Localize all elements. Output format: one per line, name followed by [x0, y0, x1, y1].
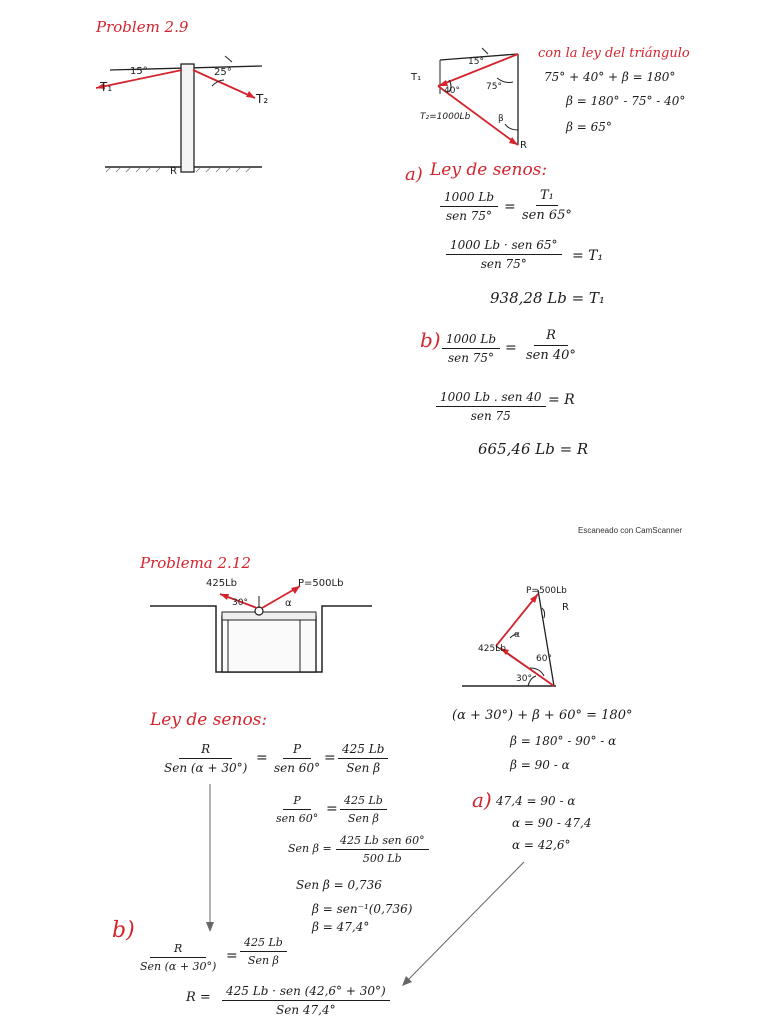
tri-t2: T₂=1000Lb [420, 112, 471, 122]
fig2-alpha: α [285, 598, 292, 609]
part-a-label: a) [405, 164, 423, 185]
b-frac-1: 1000 Lb sen 75° [442, 332, 500, 365]
part-b-label-2: b) [112, 918, 135, 943]
fig2-p: P=500Lb [298, 578, 344, 589]
s-lhs: Sen β = [288, 842, 332, 855]
r-eq-1: (α + 30°) + β + 60° = 180° [452, 708, 633, 723]
s-val: Sen β = 0,736 [296, 878, 382, 892]
s-beta-2: β = 47,4° [312, 920, 370, 934]
label-r: R [170, 166, 177, 177]
tri2-p: P=500Lb [526, 586, 567, 596]
a-frac-2: T₁ sen 65° [522, 188, 572, 223]
a-frac-3: 1000 Lb · sen 65° sen 75° [446, 238, 562, 271]
law-eq-3: β = 65° [566, 120, 612, 134]
b-frac-2: R sen 40° [526, 328, 576, 363]
tri2-alpha: α [514, 630, 520, 640]
tri2-30deg: 30° [516, 674, 532, 684]
l-eq-2: = [324, 750, 336, 766]
b-eq-r: = R [548, 392, 575, 408]
part-b-label: b) [420, 328, 441, 352]
law-eq-1: 75° + 40° + β = 180° [544, 70, 676, 84]
label-15deg: 15° [130, 66, 148, 77]
law-title: con la ley del triángulo [538, 46, 690, 61]
a-frac-1: 1000 Lb sen 75° [440, 190, 498, 223]
tri-t1: T₁ [411, 72, 422, 83]
b2-eq: = [226, 948, 238, 964]
tri2-425lb: 425Lb [478, 644, 506, 654]
s-beta-1: β = sen⁻¹(0,736) [312, 902, 413, 916]
law-title-2: Ley de senos: [150, 710, 268, 730]
r-eq-2: β = 180° - 90° - α [510, 734, 617, 748]
a-eq-sign-1: = [504, 199, 516, 215]
page-problem-2-12 [0, 538, 768, 1024]
s-frac: 425 Lb sen 60° 500 Lb [336, 834, 429, 865]
figure-block-cables [0, 538, 768, 1024]
b-result: 665,46 Lb = R [478, 440, 589, 458]
problem-title: Problem 2.9 [96, 18, 189, 36]
b2-frac-2: 425 Lb Sen β [240, 936, 287, 967]
tri-75deg: 75° [486, 82, 502, 92]
tri2-r: R [562, 602, 569, 613]
tri2-60deg: 60° [536, 654, 552, 664]
r-eq-3: β = 90 - α [510, 758, 570, 772]
scanner-stamp: Escaneado con CamScanner [578, 526, 683, 535]
problem-title-2: Problema 2.12 [140, 554, 251, 572]
b2-frac-1: R Sen (α + 30°) [140, 942, 217, 973]
label-t2: T₂ [256, 92, 269, 106]
tri-15deg: 15° [468, 57, 484, 67]
a2-eq-3: α = 42,6° [512, 838, 571, 852]
tri-beta: β [498, 114, 504, 124]
final-frac: 425 Lb · sen (42,6° + 30°) Sen 47,4° [222, 984, 390, 1017]
label-t1: T₁ [100, 80, 113, 94]
m-frac-2: 425 Lb Sen β [340, 794, 387, 825]
a-eq-t1: = T₁ [572, 248, 604, 264]
law-eq-2: β = 180° - 75° - 40° [566, 94, 686, 108]
fig2-425lb: 425Lb [206, 578, 238, 589]
l-frac-3: 425 Lb Sen β [338, 742, 388, 775]
a-result: 938,28 Lb = T₁ [490, 289, 605, 307]
part-a-label-2: a) [472, 788, 492, 812]
fig2-30deg: 30° [232, 598, 248, 608]
l-frac-1: R Sen (α + 30°) [164, 742, 248, 775]
tri-40deg: 40° [444, 86, 460, 96]
part-a-title: Ley de senos: [430, 160, 548, 180]
label-25deg: 25° [214, 67, 232, 78]
final-lhs: R = [186, 990, 211, 1005]
a2-eq-2: α = 90 - 47,4 [512, 816, 592, 830]
l-frac-2: P sen 60° [274, 742, 321, 775]
b-frac-3: 1000 Lb . sen 40 sen 75 [436, 390, 546, 423]
m-frac-1: P sen 60° [276, 794, 319, 825]
m-eq: = [326, 801, 338, 817]
l-eq-1: = [256, 750, 268, 766]
tri-r: R [520, 140, 527, 151]
b-eq-sign-1: = [505, 340, 517, 356]
a2-eq-1: 47,4 = 90 - α [496, 794, 576, 808]
